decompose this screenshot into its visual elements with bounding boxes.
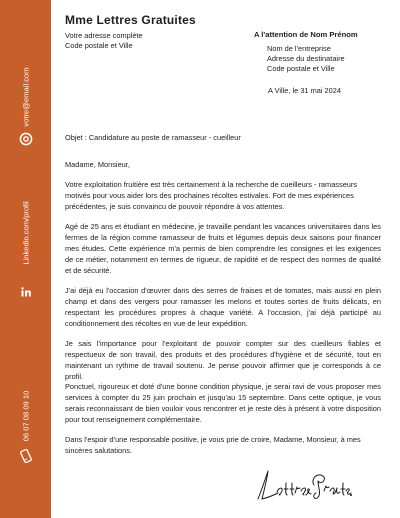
letter-paragraph-1: Votre exploitation fruitière est très certainement à la recherche de cueilleurs - ramasseurs motivés pour vous aider lors des prochaines récoltes estivales. Fort de mes expériences précédentes, je suis convaincu de pouvoir répondre à vos attentes. — [65, 180, 358, 211]
recipient-attention: A l'attention de Nom Prénom — [254, 30, 358, 39]
letter-paragraph-6: Dans l'espoir d'une responsable positive, je vous prie de croire, Madame, Monsieur, à mes sincères salutations. — [65, 435, 361, 455]
sidebar-phone-text[interactable]: 06 07 08 09 10 — [21, 390, 30, 442]
letter-date: A Ville, le 31 mai 2024 — [268, 86, 341, 95]
at-icon — [0, 132, 51, 151]
signature — [252, 465, 352, 510]
phone-icon — [0, 449, 51, 468]
letter-subject: Objet : Candidature au poste de ramasseur - cueilleur — [65, 133, 241, 142]
letter-paragraph-5: Ponctuel, rigoureux et doté d'une bonne condition physique, je serai ravi de vous proposer mes services à compter du 25 juin prochain et jusqu'au 15 septembre. Dans cette optique, je vous serais reconnaissant de bien vouloir vous rencontrer et je reste dès à présent à votre disposition pour tout renseignement complémentaire. — [65, 382, 381, 424]
contact-sidebar — [0, 0, 51, 518]
letter-paragraph-2: Agé de 25 ans et étudiant en médecine, je travaille pendant les vacances universitaires dans les fermes de la région comme ramasseur de fruits et légumes depuis deux saisons pour financer mes études. Cette expérience m'a permis de bien comprendre les consignes et les exigences de ce métier, notamment en termes de rigueur, de rapidité et de respect des normes de qualité et de sécurité. — [65, 222, 381, 275]
letter-paragraph-4: Je sais l'importance pour l'exploitant de pouvoir compter sur des cueilleurs fiables et respectueux de son travail, des produits et des procédures d'hygiène et de sécurité, tout en maintenant un rythme de travail soutenu. Je pense pouvoir affirmer que je corresponds à ce profil. — [65, 339, 381, 381]
sender-city: Code postale et Ville — [65, 41, 133, 50]
recipient-company: Nom de l'entreprise — [267, 44, 331, 53]
letter-greeting: Madame, Monsieur, — [65, 160, 130, 169]
linkedin-icon — [0, 284, 51, 302]
sender-address: Votre adresse complète — [65, 31, 143, 40]
sidebar-linkedin-text[interactable]: Linkedin.com/profil — [21, 201, 30, 265]
sender-name: Mme Lettres Gratuites — [65, 13, 196, 27]
letter-paragraph-3: J'ai déjà eu l'occasion d'œuvrer dans des serres de fraises et de tomates, mais aussi en plein champ et dans des vergers pour ramasser les melons et toutes sortes de fruits délicats, en respectant les procédures propres à chaque variété. A l'occasion, j'ai déjà participé au conditionnement des récoltes en vue de leur expédition. — [65, 286, 381, 328]
recipient-address: Adresse du destinataire — [267, 54, 345, 63]
sidebar-email-text[interactable]: votre@email.com — [21, 67, 30, 127]
recipient-city: Code postale et Ville — [267, 64, 335, 73]
